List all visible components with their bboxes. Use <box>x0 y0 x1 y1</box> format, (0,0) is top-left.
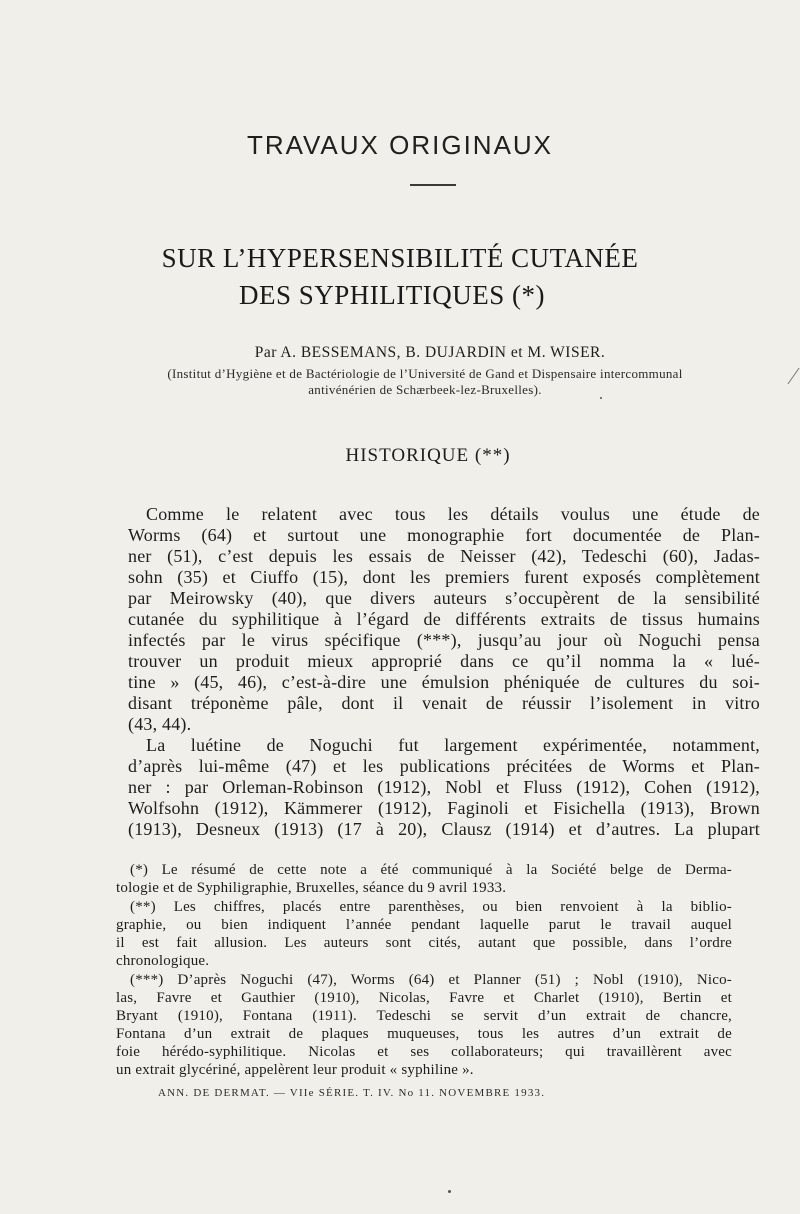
footnote-line: Bryant (1910), Fontana (1911). Tedeschi se servit d’un extrait de chancre, <box>116 1008 732 1024</box>
footnote-line: (**) Les chiffres, placés entre parenthèses, ou bien renvoient à la biblio- <box>130 899 732 915</box>
footnote-line: chronologique. <box>116 953 210 969</box>
heading-rule <box>410 184 456 186</box>
section-heading: TRAVAUX ORIGINAUX <box>246 130 554 160</box>
body-line: (43, 44). <box>128 714 192 734</box>
affiliation-line-2: antivénérien de Schærbeek-lez-Bruxelles). <box>308 382 542 397</box>
body-line: disant tréponème pâle, dont il venait de réussir l’isolement in vitro <box>128 693 760 713</box>
footnote-line: un extrait glycériné, appelèrent leur produit « syphiline ». <box>116 1062 474 1078</box>
body-line: Wolfsohn (1912), Kämmerer (1912), Faginoli et Fisichella (1913), Brown <box>128 798 760 818</box>
body-line: trouver un produit mieux approprié dans ce qu’il nomma la « lué- <box>128 651 760 671</box>
body-line: cutanée du syphilitique à l’égard de différents extraits de tissus humains <box>128 609 760 629</box>
body-line: (1913), Desneux (1913) (17 à 20), Clausz (1914) et d’autres. La plupart <box>128 819 760 839</box>
section-subheading: HISTORIQUE (**) <box>345 445 511 466</box>
footnote-line: (*) Le résumé de cette note a été communiqué à la Société belge de Derma- <box>130 862 732 878</box>
body-line: Comme le relatent avec tous les détails voulus une étude de <box>146 504 760 524</box>
body-line: par Meirowsky (40), que divers auteurs s’occupèrent de la sensibilité <box>128 588 760 608</box>
body-line: sohn (35) et Ciuffo (15), dont les premiers furent exposés complètement <box>128 567 760 587</box>
body-line: ner (51), c’est depuis les essais de Neisser (42), Tedeschi (60), Jadas- <box>128 546 760 566</box>
footnote-line: tologie et de Syphiligraphie, Bruxelles, séance du 9 avril 1933. <box>116 880 507 896</box>
body-line: d’après lui-même (47) et les publications précitées de Worms et Plan- <box>128 756 760 776</box>
article-title-line-1: SUR L’HYPERSENSIBILITÉ CUTANÉE <box>161 243 639 273</box>
footnote-line: foie hérédo-syphilitique. Nicolas et ses collaborateurs; qui travaillèrent avec <box>116 1044 732 1060</box>
footnote-line: graphie, ou bien indiquent l’année pendant laquelle parut le travail auquel <box>116 917 732 933</box>
body-line: ner : par Orleman-Robinson (1912), Nobl et Fluss (1912), Cohen (1912), <box>128 777 760 797</box>
paper-speck <box>448 1190 451 1193</box>
body-line: tine » (45, 46), c’est-à-dire une émulsion phéniquée de cultures du soi- <box>128 672 760 692</box>
body-line: infectés par le virus spécifique (***), jusqu’au jour où Noguchi pensa <box>128 630 760 650</box>
author-line: Par A. BESSEMANS, B. DUJARDIN et M. WISER. <box>254 344 606 361</box>
affiliation-line-1: (Institut d’Hygiène et de Bactériologie de l’Université de Gand et Dispensaire intercommunal <box>167 366 683 381</box>
body-line: Worms (64) et surtout une monographie fort documentée de Plan- <box>128 525 760 545</box>
footnote-line: il est fait allusion. Les auteurs sont cités, autant que possible, dans l’ordre <box>116 935 732 951</box>
article-title-line-2: DES SYPHILITIQUES (*) <box>239 280 545 310</box>
footnote-line: (***) D’après Noguchi (47), Worms (64) et Planner (51) ; Nobl (1910), Nico- <box>130 972 732 988</box>
footnote-line: Fontana d’un extrait de plaques muqueuses, tous les autres d’un extrait de <box>116 1026 732 1042</box>
paper-speck <box>600 397 602 399</box>
body-line: La luétine de Noguchi fut largement expérimentée, notamment, <box>146 735 760 755</box>
footnote-line: las, Favre et Gauthier (1910), Nicolas, Favre et Charlet (1910), Bertin et <box>116 990 732 1006</box>
running-footer: ANN. DE DERMAT. — VIIe SÉRIE. T. IV. No 11. NOVEMBRE 1933. <box>158 1087 546 1099</box>
